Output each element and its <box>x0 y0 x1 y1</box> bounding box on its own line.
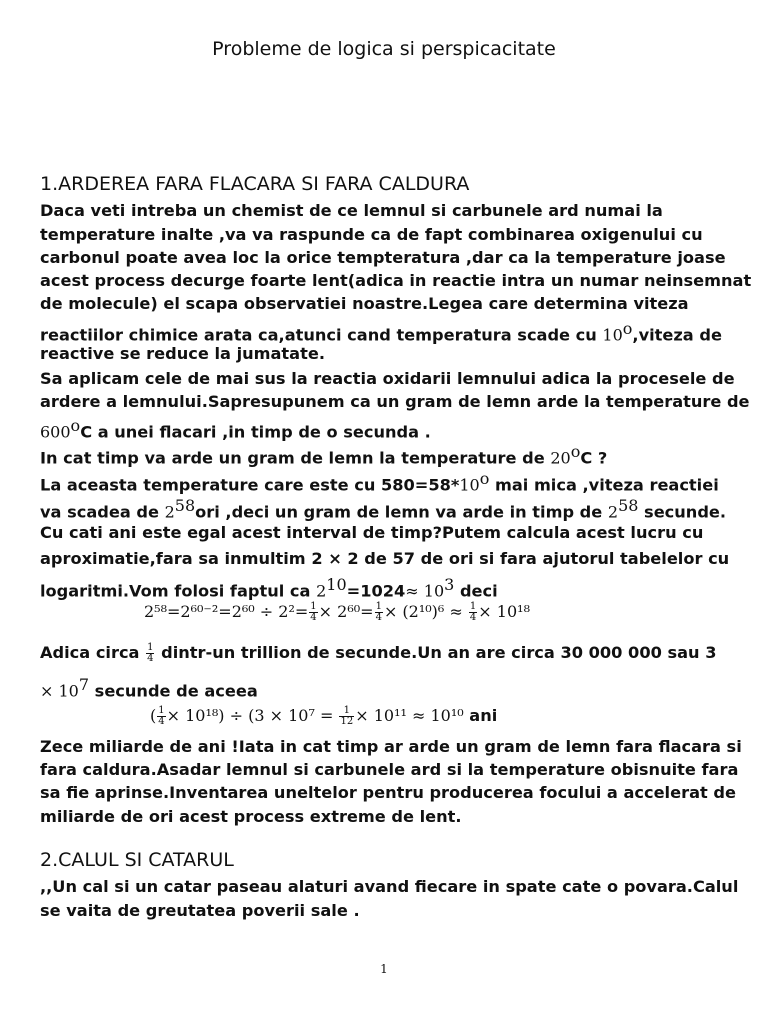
page-number: 1 <box>380 962 388 976</box>
paragraph-line: Daca veti intreba un chemist de ce lemnul si carbunele ard numai la <box>40 201 663 220</box>
paragraph-line: de molecule) el scapa observatiei noastre.Legea care determina viteza <box>40 294 689 313</box>
paragraph-line: fara caldura.Asadar lemnul si carbunele ard si la temperature obisnuite fara <box>40 760 739 779</box>
equation-2: ( $\frac{1}{4}$ × 10¹⁸) ÷ (3 × 10⁷ = $\frac{1}{12}$ × 10¹¹ ≈ 10¹⁰ ani <box>150 705 498 727</box>
paragraph-line: In cat timp va arde un gram de lemn la temperature de 20$^o$C ? <box>40 442 608 468</box>
paragraph-line: ardere a lemnului.Sapresupunem ca un gram de lemn arde la temperature de <box>40 392 750 411</box>
paragraph-line: reactive se reduce la jumatate. <box>40 344 325 363</box>
paragraph-line: La aceasta temperature care este cu $580=58*10^o$ mai mica ,viteza reactiei <box>40 469 719 495</box>
paragraph-line: acest process decurge foarte lent(adica in reactie intra un numar neinsemnat <box>40 271 752 290</box>
paragraph-line: ,,Un cal si un catar paseau alaturi avand fiecare in spate cate o povara.Calul <box>40 877 739 896</box>
paragraph-line: 600$^o$C a unei flacari ,in timp de o secunda . <box>40 416 431 442</box>
paragraph-line: Adica circa $\frac{1}{4}$ dintr-un trillion de secunde.Un an are circa 30 000 000 sau 3 <box>40 642 717 664</box>
paragraph-line: Sa aplicam cele de mai sus la reactia oxidarii lemnului adica la procesele de <box>40 369 735 388</box>
paragraph-line: temperature inalte ,va va raspunde ca de fapt combinarea oxigenului cu <box>40 225 703 244</box>
page-title: Probleme de logica si perspicacitate <box>212 38 556 60</box>
paragraph-line: × $10^7$ secunde de aceea <box>40 675 258 701</box>
paragraph-line: aproximatie,fara sa inmultim 2 × 2 de 57 de ori si fara ajutorul tabelelor cu <box>40 549 730 568</box>
paragraph-line: logaritmi.Vom folosi faptul ca $2^{10}=1024\approx 10^3$ deci <box>40 575 498 601</box>
section1-heading: 1.ARDEREA FARA FLACARA SI FARA CALDURA <box>40 173 470 195</box>
paragraph-line: miliarde de ori acest process extreme de lent. <box>40 807 462 826</box>
equation-1: 2⁵⁸=2⁶⁰⁻²=2⁶⁰ ÷ 2²= $\frac{1}{4}$ × 2⁶⁰= $\frac{1}{4}$ × (2¹⁰)⁶ ≈ $\frac{1}{4}$ × 10¹⁸ <box>144 601 530 623</box>
paragraph-line: Zece miliarde de ani !Iata in cat timp ar arde un gram de lemn fara flacara si <box>40 737 742 756</box>
section2-heading: 2.CALUL SI CATARUL <box>40 849 234 871</box>
paragraph-line: sa fie aprinse.Inventarea uneltelor pentru producerea focului a accelerat de <box>40 783 736 802</box>
paragraph-line: Cu cati ani este egal acest interval de timp?Putem calcula acest lucru cu <box>40 523 704 542</box>
paragraph-line: va scadea de $2^{58}ori$ ,deci un gram de lemn va arde in timp de $2^{58}$ secunde. <box>40 496 727 522</box>
paragraph-line: se vaita de greutatea poverii sale . <box>40 901 360 920</box>
paragraph-line: reactiilor chimice arata ca,atunci cand temperatura scade cu 10$^o$,viteza de <box>40 319 722 345</box>
paragraph-line: carbonul poate avea loc la orice tempteratura ,dar ca la temperature joase <box>40 248 726 267</box>
